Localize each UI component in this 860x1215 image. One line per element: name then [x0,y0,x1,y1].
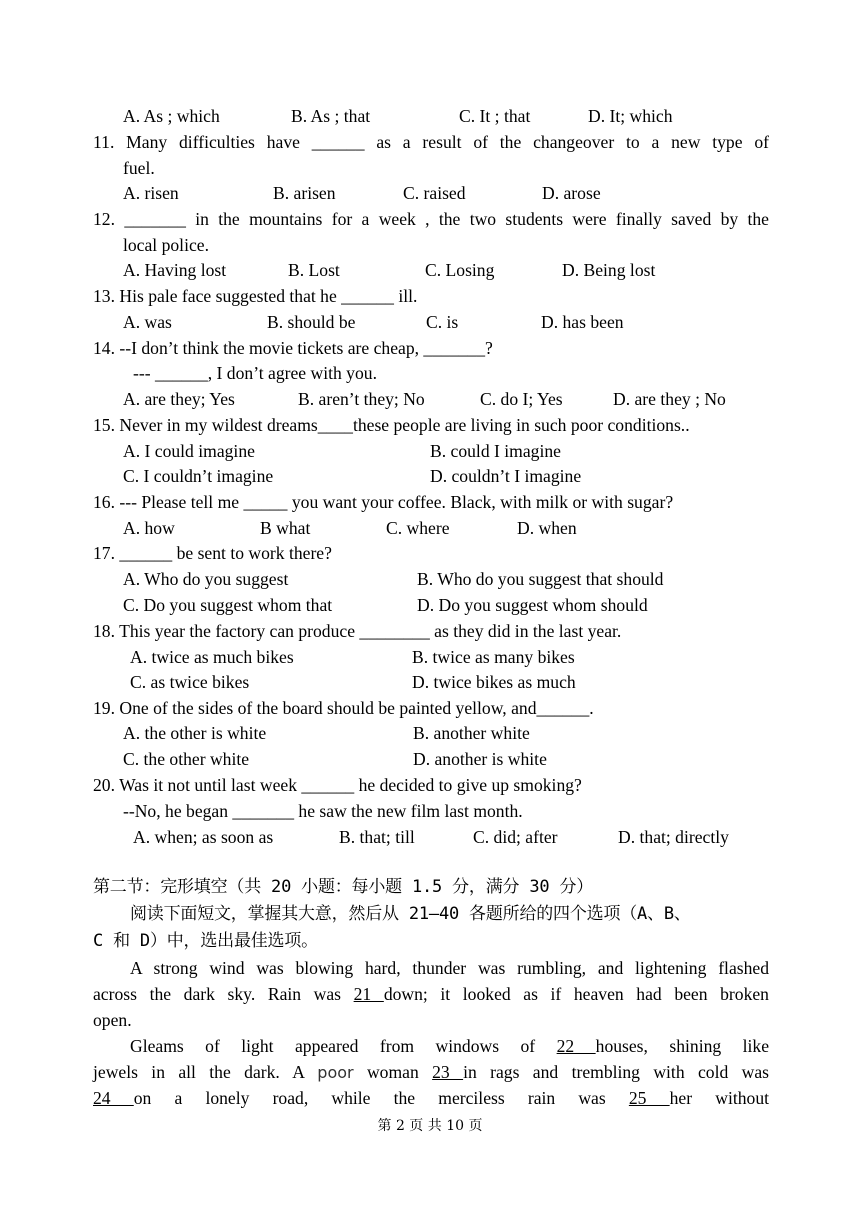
q11-option-c: C. raised [403,183,466,203]
q16-option-c: C. where [386,518,450,538]
q10-option-d: D. It; which [588,106,673,126]
q20-option-a: A. when; as soon as [133,827,274,847]
q20-option-b: B. that; till [339,827,415,847]
section-instruction-line2: C 和 D）中，选出最佳选项。 [93,931,318,951]
q14-option-c: C. do I; Yes [480,389,563,409]
q17-option-c: C. Do you suggest whom that [123,595,333,615]
blank-24: 24 [93,1088,134,1108]
q10-option-a: A. As ; which [123,106,220,126]
q20-stem: 20. Was it not until last week ______ he decided to give up smoking? [93,775,582,795]
q19-option-d: D. another is white [413,749,547,769]
blank-22: 22 [556,1036,596,1056]
q10-option-c: C. It ; that [459,106,531,126]
q20-stem-reply: --No, he began _______ he saw the new film last month. [123,801,523,821]
q19-option-c: C. the other white [123,749,250,769]
q20-option-c: C. did; after [473,827,558,847]
q13-option-c: C. is [426,312,459,332]
q12-option-a: A. Having lost [123,260,227,280]
q14-stem-reply: --- ______, I don’t agree with you. [133,363,377,383]
q13-option-a: A. was [123,312,172,332]
q17-option-a: A. Who do you suggest [123,569,289,589]
blank-25: 25 [628,1088,670,1108]
q14-stem: 14. --I don’t think the movie tickets are cheap, _______? [93,338,493,358]
word-poor: poor [317,1063,354,1082]
q17-stem: 17. ______ be sent to work there? [93,543,332,563]
q12-stem-cont: local police. [123,235,209,255]
q15-stem: 15. Never in my wildest dreams____these people are living in such poor conditions.. [93,415,690,435]
q13-option-d: D. has been [541,312,624,332]
q19-option-b: B. another white [413,723,530,743]
q12-stem: 12. _______ in the mountains for a week , the two students were finally saved by the [93,209,769,229]
passage-p2-line3: 24 on a lonely road, while the merciless rain was 25 her without [93,1088,769,1108]
blank-21: 21 [353,984,384,1004]
q11-stem-cont: fuel. [123,158,155,178]
q13-option-b: B. should be [267,312,356,332]
q12-option-b: B. Lost [288,260,340,280]
page-footer: 第 2 页 共 10 页 [377,1118,483,1134]
q11-option-a: A. risen [123,183,179,203]
q17-option-d: D. Do you suggest whom should [417,595,648,615]
section-instruction-line1: 阅读下面短文，掌握其大意，然后从 21—40 各题所给的四个选项（A、B、 [130,904,691,924]
q13-stem: 13. His pale face suggested that he ______ ill. [93,286,418,306]
q16-option-d: D. when [517,518,577,538]
blank-23: 23 [432,1062,464,1082]
section-heading: 第二节：完形填空（共 20 小题：每小题 1.5 分，满分 30 分） [93,877,594,897]
passage-p1-line1: A strong wind was blowing hard, thunder was rumbling, and lightening flashed [130,958,769,978]
q16-stem: 16. --- Please tell me _____ you want your coffee. Black, with milk or with sugar? [93,492,674,512]
passage-p2-line2: jewels in all the dark. A poor woman 23 in rags and trembling with cold was [93,1062,769,1082]
q16-option-b: B what [260,518,311,538]
passage-p1-line3: open. [93,1010,132,1030]
q14-option-a: A. are they; Yes [123,389,235,409]
q15-option-a: A. I could imagine [123,441,255,461]
q17-option-b: B. Who do you suggest that should [417,569,664,589]
q12-option-c: C. Losing [425,260,495,280]
q15-option-c: C. I couldn’t imagine [123,466,274,486]
q18-option-c: C. as twice bikes [130,672,250,692]
passage-p1-line2: across the dark sky. Rain was 21 down; it looked as if heaven had been broken [93,984,769,1004]
q14-option-d: D. are they ; No [613,389,726,409]
q14-option-b: B. aren’t they; No [298,389,425,409]
q18-stem: 18. This year the factory can produce ________ as they did in the last year. [93,621,622,641]
q19-option-a: A. the other is white [123,723,267,743]
q20-option-d: D. that; directly [618,827,729,847]
q19-stem: 19. One of the sides of the board should be painted yellow, and______. [93,698,594,718]
q18-option-b: B. twice as many bikes [412,647,575,667]
q12-option-d: D. Being lost [562,260,656,280]
q15-option-d: D. couldn’t I imagine [430,466,582,486]
q16-option-a: A. how [123,518,175,538]
q18-option-d: D. twice bikes as much [412,672,576,692]
q18-option-a: A. twice as much bikes [130,647,294,667]
q15-option-b: B. could I imagine [430,441,561,461]
passage-p2-line1: Gleams of light appeared from windows of 22 houses, shining like [130,1036,769,1056]
q10-option-b: B. As ; that [291,106,371,126]
q11-stem: 11. Many difficulties have ______ as a result of the changeover to a new type of [93,132,769,152]
q11-option-b: B. arisen [273,183,336,203]
q11-option-d: D. arose [542,183,601,203]
